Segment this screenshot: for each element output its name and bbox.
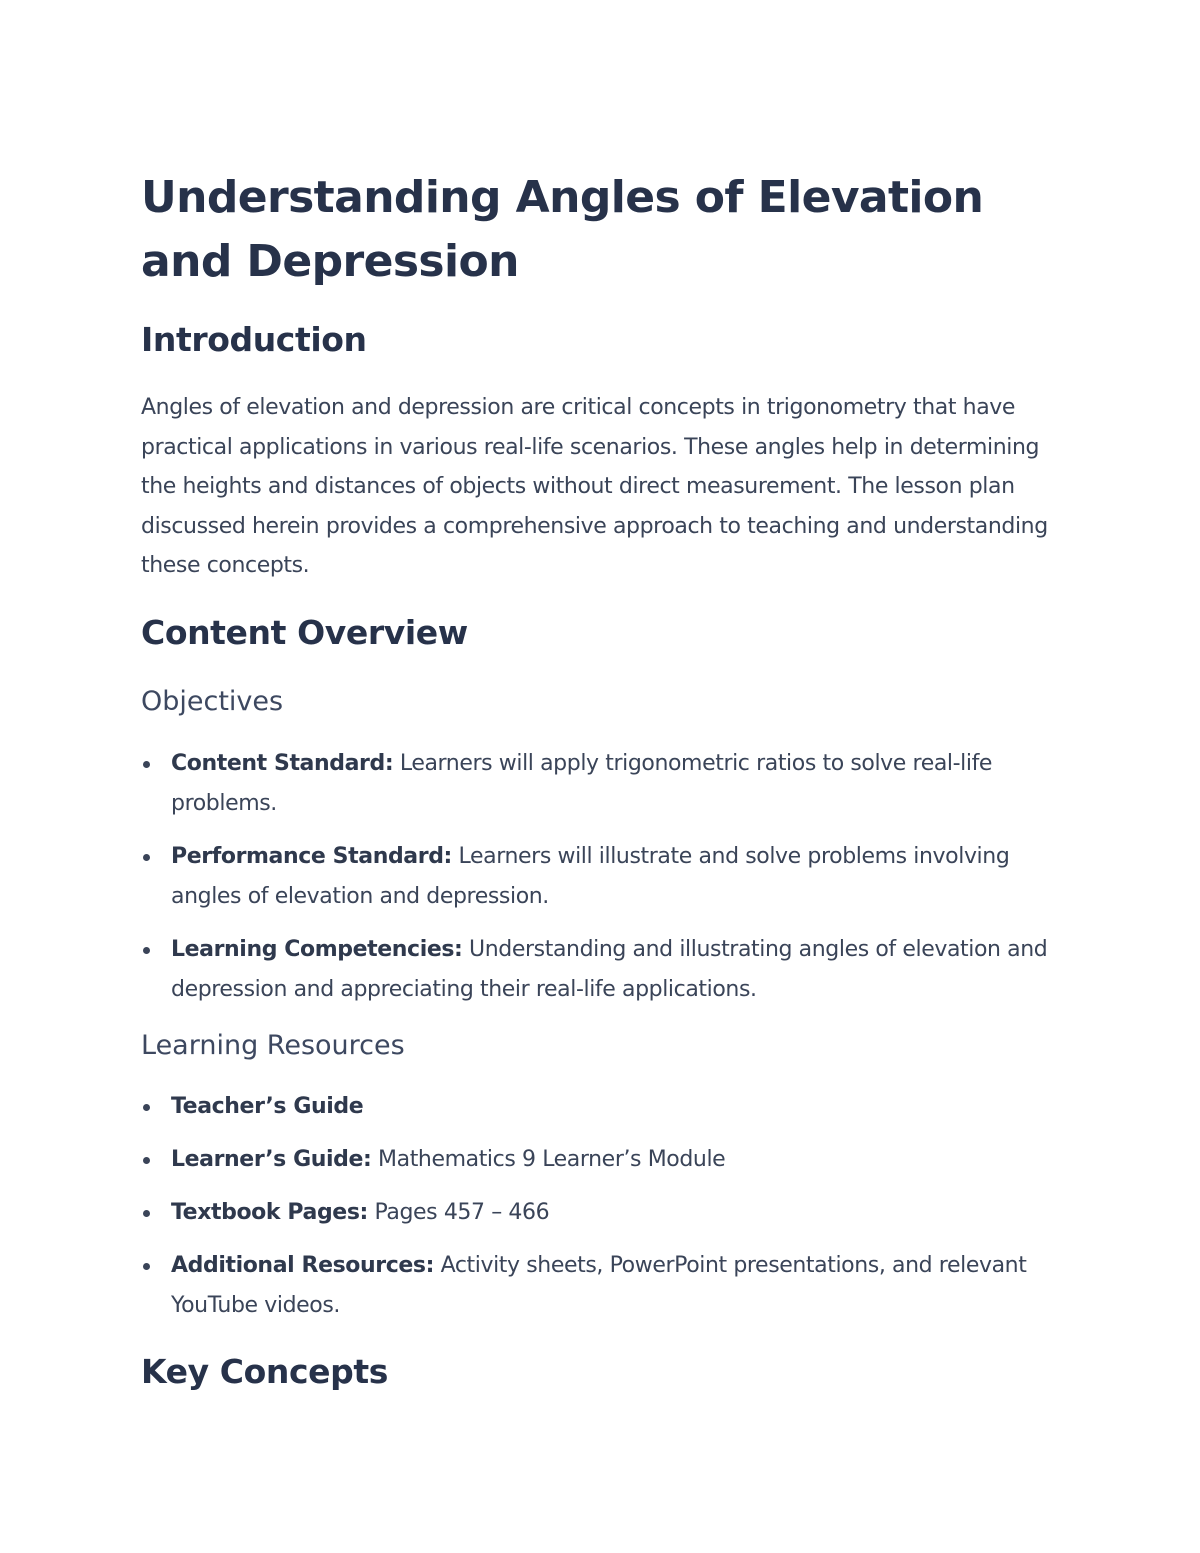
objectives-heading: Objectives [141, 686, 284, 717]
item-text: Learners will apply trigonometric ratios to solve real-life problems. [171, 751, 993, 816]
item-label: Performance Standard: [171, 844, 452, 869]
item-label: Learning Competencies: [171, 937, 463, 962]
item-label: Content Standard: [171, 751, 394, 776]
item-text: Understanding and illustrating angles of elevation and depression and appreciating their real-life applications. [171, 937, 1048, 1002]
list-item [141, 930, 1071, 1010]
key-concepts-heading: Key Concepts [141, 1352, 388, 1391]
bullet-icon [143, 1263, 150, 1270]
list-item [141, 837, 1071, 917]
introduction-heading: Introduction [141, 320, 367, 359]
item-text: Mathematics 9 Learner’s Module [371, 1147, 726, 1172]
list-item [141, 1193, 1071, 1233]
list-item [141, 1140, 1071, 1180]
bullet-icon [143, 761, 150, 768]
bullet-icon [143, 1210, 150, 1217]
bullet-icon [143, 1104, 150, 1111]
bullet-icon [143, 947, 150, 954]
item-text: Pages 457 – 466 [367, 1200, 550, 1225]
list-item [141, 1087, 1071, 1127]
learning-resources-heading: Learning Resources [141, 1030, 405, 1061]
objectives-list [141, 744, 1071, 1023]
item-label: Additional Resources: [171, 1253, 434, 1278]
page-title: Understanding Angles of Elevation and Depression [141, 172, 984, 287]
item-label: Teacher’s Guide [171, 1094, 364, 1119]
item-text: Activity sheets, PowerPoint presentations, and relevant YouTube videos. [171, 1253, 1027, 1318]
item-label: Textbook Pages: [171, 1200, 368, 1225]
list-item [141, 744, 1071, 824]
bullet-icon [143, 854, 150, 861]
content-overview-heading: Content Overview [141, 613, 468, 652]
introduction-paragraph: Angles of elevation and depression are critical concepts in trigonometry that have practical applications in various real-life scenarios. These angles help in determining the heights and distances of objects without direct measurement. The lesson plan discussed herein provides a comprehensive approach to teaching and understanding these concepts. [141, 395, 1048, 579]
bullet-icon [143, 1157, 150, 1164]
list-item [141, 1246, 1071, 1326]
item-text: Learners will illustrate and solve problems involving angles of elevation and depression. [171, 844, 1010, 909]
learning-resources-list [141, 1087, 1071, 1339]
item-label: Learner’s Guide: [171, 1147, 372, 1172]
